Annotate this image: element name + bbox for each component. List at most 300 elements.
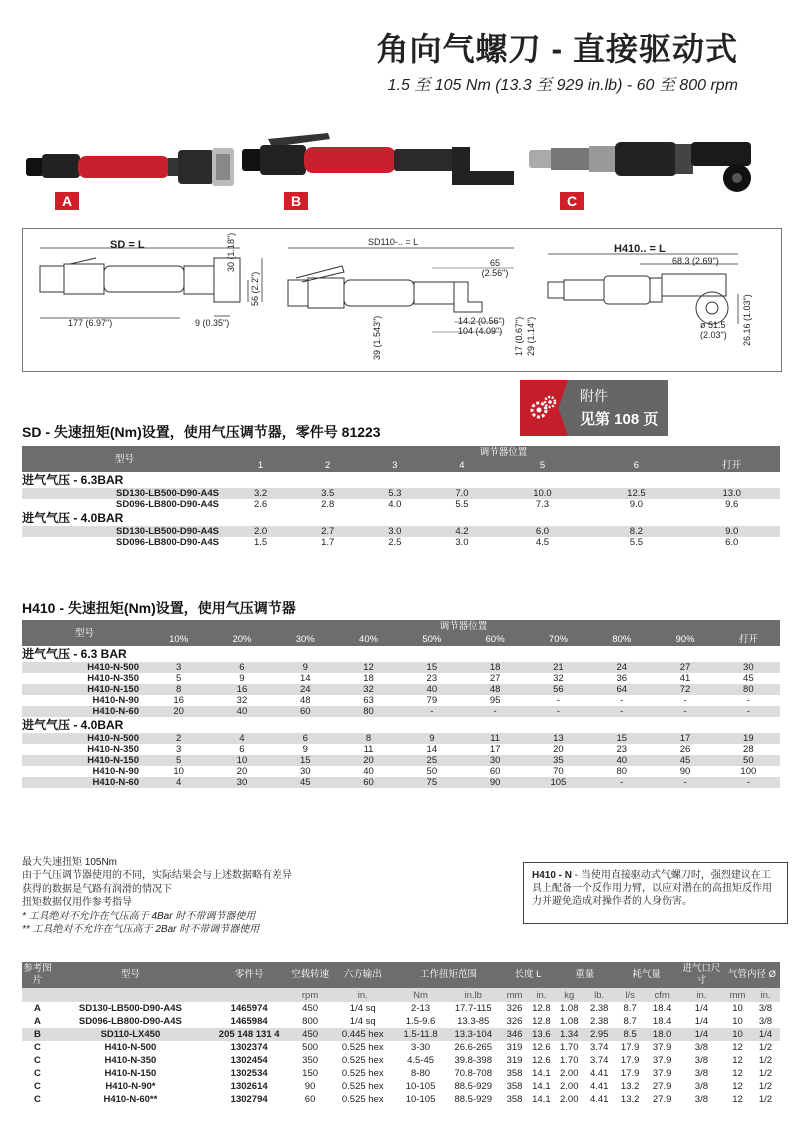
pressure-group-row [22, 646, 780, 662]
sd110-dim-39: 39 (1.543") [372, 315, 382, 360]
spec-header-cell: 六方输出 [330, 962, 396, 988]
torque-value-cell: - [590, 777, 653, 788]
note-warning-line: * 工具绝对不允许在气压高于 4Bar 时不带调节器使用 [22, 910, 256, 922]
torque-value-cell: 9.0 [683, 526, 780, 537]
torque-value-cell: 5.3 [361, 488, 428, 499]
spec-header-cell: 进气口尺寸 [679, 962, 724, 988]
position-header: 70% [527, 633, 590, 646]
spec-cell: 1/4 [679, 1028, 724, 1041]
torque-value-cell: 18 [363, 673, 374, 684]
position-header: 30% [274, 633, 337, 646]
h410-warning-box [523, 862, 788, 924]
note-line: 由于气压调节器使用的不同，实际结果会与上述数据略有差异 [22, 870, 292, 882]
torque-value-cell: 80 [717, 684, 780, 695]
torque-value-cell: 48 [299, 695, 311, 706]
accessory-label: 附件 [580, 388, 608, 404]
torque-value-cell: 5 [176, 673, 182, 684]
torque-value-cell: 24 [590, 662, 653, 673]
tool-a-badge: A [55, 192, 79, 210]
spec-header-cell: 型号 [53, 962, 208, 988]
spec-row [22, 1028, 780, 1041]
torque-value-cell: 45 [653, 755, 716, 766]
spec-cell: 14.1 [532, 1094, 551, 1105]
torque-value-cell: 15 [400, 662, 463, 673]
torque-value-cell: 50 [717, 755, 780, 766]
torque-value-cell: 72 [653, 684, 716, 695]
torque-value-cell: 100 [740, 766, 757, 777]
torque-value-cell: 20 [147, 706, 210, 717]
pressure-group-label: 进气气压 - 4.0BAR [22, 510, 780, 526]
spec-cell: 13.6 [528, 1028, 555, 1041]
spec-cell: 4.41 [589, 1094, 609, 1105]
torque-value-cell: - [683, 695, 687, 706]
spec-cell: 1.70 [560, 1042, 579, 1053]
spec-cell: 450 [290, 1028, 329, 1041]
pressure-group-row [22, 717, 780, 733]
spec-cell: 1/2 [758, 1081, 773, 1092]
spec-cell: C [34, 1068, 41, 1079]
spec-cell: 358 [506, 1094, 523, 1105]
spec-unit-cell: in. [679, 988, 724, 1002]
model-cell: H410-N-90 [92, 695, 139, 706]
torque-value-cell: 4.5 [535, 537, 550, 548]
pressure-group-row [22, 472, 780, 488]
spec-cell: 319 [506, 1042, 523, 1053]
torque-value-cell: 20 [337, 755, 400, 766]
torque-value-cell: 6 [274, 733, 337, 744]
torque-value-cell: 13 [527, 733, 590, 744]
spec-cell: 14.1 [532, 1081, 551, 1092]
torque-value-cell: 24 [274, 684, 337, 695]
torque-value-cell: 13.0 [683, 488, 780, 499]
accessory-callout[interactable] [520, 380, 668, 436]
position-header: 40% [337, 633, 400, 646]
spec-cell: 88.5-929 [454, 1081, 492, 1092]
tool-c-badge: C [560, 192, 584, 210]
notes-block [22, 856, 292, 936]
spec-table [22, 962, 780, 1106]
col-model-header: 型号 [22, 620, 147, 646]
torque-value-cell: 3.2 [227, 488, 294, 499]
torque-value-cell: 5.5 [629, 537, 644, 548]
spec-cell: 10-105 [405, 1081, 436, 1092]
table-row [22, 695, 780, 706]
spec-cell: 12 [732, 1042, 743, 1053]
gears-icon [528, 394, 558, 422]
torque-value-cell: 80 [337, 706, 400, 717]
pressure-group-label: 进气气压 - 4.0BAR [22, 717, 780, 733]
spec-cell: 2.38 [589, 1016, 609, 1027]
spec-cell: 3/8 [694, 1068, 708, 1079]
torque-value-cell: 17 [489, 744, 501, 755]
spec-cell: 17.7-115 [454, 1003, 492, 1014]
spec-cell: 12.6 [532, 1055, 551, 1066]
pressure-group-label: 进气气压 - 6.3BAR [22, 472, 780, 488]
spec-cell: 17.9 [620, 1042, 640, 1053]
torque-value-cell: 32 [236, 695, 248, 706]
torque-value-cell: 8 [337, 733, 400, 744]
spec-cell: 26.6-265 [454, 1042, 492, 1053]
spec-cell: 3.74 [589, 1042, 609, 1053]
torque-value-cell: 10 [173, 766, 184, 777]
spec-cell: 3/8 [694, 1081, 708, 1092]
h410-dim-diameter: ø 51.5 (2.03") [700, 320, 727, 340]
spec-cell: 358 [506, 1068, 523, 1079]
col-positions-header: 调节器位置 [147, 620, 780, 633]
torque-value-cell: 2.0 [227, 526, 294, 537]
torque-value-cell: 105 [527, 777, 590, 788]
torque-value-cell: 40 [590, 755, 653, 766]
model-cell: H410-N-350 [87, 673, 139, 684]
position-header: 打开 [717, 633, 780, 646]
model-cell: H410-N-150 [22, 684, 147, 695]
spec-header-cell: 耗气量 [615, 962, 679, 988]
model-cell: H410-N-350 [87, 744, 139, 755]
torque-value-cell: 64 [590, 684, 653, 695]
spec-header-row [22, 962, 780, 988]
spec-unit-cell: lb. [584, 988, 615, 1002]
position-header: 50% [400, 633, 463, 646]
torque-value-cell: 50 [426, 766, 438, 777]
position-header: 打开 [683, 459, 780, 472]
spec-cell: 0.525 hex [341, 1081, 384, 1092]
torque-value-cell: 25 [400, 755, 463, 766]
spec-cell: 2.95 [584, 1028, 615, 1041]
torque-value-cell: 3.0 [455, 537, 469, 548]
spec-cell: 0.525 hex [341, 1094, 384, 1105]
torque-value-cell: 63 [363, 695, 374, 706]
spec-row [22, 1093, 780, 1106]
spec-cell: 1/2 [758, 1042, 773, 1053]
position-header: 10% [147, 633, 210, 646]
torque-value-cell: 30 [717, 662, 780, 673]
spec-cell: 12.8 [532, 1003, 551, 1014]
torque-value-cell: 9.6 [725, 499, 739, 510]
spec-cell: B [22, 1028, 53, 1041]
spec-cell: 10-105 [405, 1094, 436, 1105]
spec-row [22, 1054, 780, 1067]
spec-cell: 1/4 [694, 1016, 708, 1027]
spec-cell: 358 [506, 1081, 523, 1092]
spec-cell: 1465984 [230, 1016, 268, 1027]
position-header: 20% [210, 633, 273, 646]
table-header-row [22, 620, 780, 633]
sd110-length-label: SD110-.. = L [368, 237, 419, 247]
spec-cell: 3/8 [758, 1016, 773, 1027]
torque-value-cell: 40 [400, 684, 463, 695]
spec-cell: 1.34 [555, 1028, 584, 1041]
torque-value-cell: 5.5 [455, 499, 469, 510]
spec-cell: 3-30 [411, 1042, 431, 1053]
page-subtitle: 1.5 至 105 Nm (13.3 至 929 in.lb) - 60 至 800 rpm [387, 77, 738, 94]
spec-cell: 3/8 [758, 1003, 773, 1014]
torque-value-cell: 11 [463, 733, 526, 744]
torque-value-cell: 60 [489, 766, 501, 777]
torque-value-cell: - [620, 695, 624, 706]
torque-value-cell: 40 [210, 706, 273, 717]
torque-value-cell: 8.2 [589, 526, 683, 537]
torque-value-cell: 28 [743, 744, 754, 755]
table-row [22, 526, 780, 537]
spec-cell: 1/4 [751, 1028, 780, 1041]
spec-cell: 4.41 [589, 1068, 609, 1079]
torque-value-cell: 14 [299, 673, 311, 684]
spec-cell: 1.70 [560, 1055, 579, 1066]
spec-cell: 1/2 [758, 1068, 773, 1079]
spec-cell: 12 [732, 1081, 743, 1092]
torque-value-cell: 4.0 [388, 499, 402, 510]
table-row [22, 488, 780, 499]
torque-value-cell: - [463, 706, 526, 717]
torque-value-cell: 10 [210, 755, 273, 766]
torque-value-cell: 32 [553, 673, 564, 684]
warning-model: H410 - N [532, 870, 573, 881]
spec-cell: H410-N-90* [105, 1081, 156, 1092]
torque-value-cell: 45 [274, 777, 337, 788]
spec-header-cell: 气管内径 Ø [724, 962, 780, 988]
torque-value-cell: 15 [274, 755, 337, 766]
spec-row [22, 1041, 780, 1054]
model-cell: SD096-LB800-D90-A4S [116, 537, 219, 548]
col-model-header: 型号 [22, 446, 227, 472]
spec-cell: 13.2 [620, 1094, 640, 1105]
model-cell: SD096-LB800-D90-A4S [116, 499, 219, 510]
spec-cell: 150 [302, 1068, 319, 1079]
torque-value-cell: - [717, 777, 780, 788]
torque-value-cell: - [527, 706, 590, 717]
spec-cell: H410-N-500 [104, 1042, 157, 1053]
torque-value-cell: 27 [489, 673, 501, 684]
spec-cell: 326 [506, 1003, 523, 1014]
spec-cell: 205 148 131 4 [208, 1028, 291, 1041]
table-row [22, 766, 780, 777]
spec-cell: 1302534 [230, 1068, 268, 1079]
sd110-dim-65: 65 (2.56") [481, 258, 509, 278]
torque-value-cell: 60 [274, 706, 337, 717]
torque-value-cell: 70 [553, 766, 564, 777]
sd110-dimension-drawing [282, 236, 522, 356]
spec-cell: SD096-LB800-D90-A4S [78, 1016, 182, 1027]
spec-cell: H410-N-60** [103, 1094, 158, 1105]
spec-cell: 18.4 [652, 1003, 672, 1014]
position-header: 4 [428, 459, 495, 472]
spec-cell: 14.1 [532, 1068, 551, 1079]
spec-header-cell: 工作扭矩范围 [396, 962, 501, 988]
table-row [22, 537, 780, 548]
spec-cell: 1302454 [230, 1055, 268, 1066]
table-header-row [22, 446, 780, 459]
spec-cell: 1/4 sq [349, 1003, 376, 1014]
spec-unit-cell: in. [528, 988, 555, 1002]
torque-value-cell: - [653, 777, 716, 788]
torque-value-cell: 6 [239, 744, 245, 755]
torque-value-cell: 9 [239, 673, 245, 684]
spec-cell: C [34, 1081, 41, 1092]
spec-row [22, 1002, 780, 1015]
spec-header-cell: 空载转速 [290, 962, 329, 988]
pressure-group-label: 进气气压 - 6.3 BAR [22, 646, 780, 662]
spec-unit-cell: in.lb [445, 988, 501, 1002]
position-header: 1 [227, 459, 294, 472]
spec-unit-cell: mm [724, 988, 751, 1002]
spec-cell: 2.00 [560, 1094, 579, 1105]
warning-text: - 当使用直接驱动式气螺刀时，强烈建议在工具上配备一个反作用力臂，以应对潜在的高扭矩反作用力并避免造成对操作者的人身伤害。 [532, 870, 772, 907]
spec-cell: 0.525 hex [341, 1055, 384, 1066]
spec-cell: 13.2 [620, 1081, 640, 1092]
torque-value-cell: 9.0 [629, 499, 644, 510]
torque-value-cell: 4 [210, 733, 273, 744]
spec-unit-cell: mm [501, 988, 528, 1002]
spec-cell: 1/4 [694, 1003, 708, 1014]
torque-value-cell: 36 [616, 673, 628, 684]
torque-value-cell: - [590, 706, 653, 717]
note-warning-line: ** 工具绝对不允许在气压高于 2Bar 时不带调节器使用 [22, 924, 260, 936]
note-line: 获得的数据是气路有润滑的情况下 [22, 883, 172, 895]
h410-torque-table [22, 620, 780, 788]
position-header: 3 [361, 459, 428, 472]
torque-value-cell: 10.0 [496, 488, 590, 499]
spec-cell: 1.08 [560, 1003, 579, 1014]
spec-cell: 450 [302, 1003, 319, 1014]
torque-value-cell: 7.0 [428, 488, 495, 499]
table-row [22, 662, 780, 673]
spec-cell: 90 [304, 1081, 316, 1092]
torque-value-cell: 12.5 [589, 488, 683, 499]
model-cell: H410-N-60 [22, 777, 147, 788]
spec-cell: 10 [724, 1028, 751, 1041]
spec-cell: 17.9 [620, 1055, 640, 1066]
torque-value-cell: 90 [463, 777, 526, 788]
torque-value-cell: 19 [717, 733, 780, 744]
spec-unit-cell: kg [555, 988, 584, 1002]
spec-cell: 8-80 [411, 1068, 431, 1079]
tool-b-image [238, 125, 518, 195]
torque-value-cell: 2.8 [321, 499, 335, 510]
spec-cell: 1/2 [758, 1055, 773, 1066]
spec-cell: 2-13 [411, 1003, 431, 1014]
spec-unit-cell: cfm [646, 988, 679, 1002]
tool-a-image [22, 140, 252, 200]
note-line: 扭矩数据仅用作参考指导 [22, 897, 132, 909]
spec-cell: A [34, 1003, 41, 1014]
torque-value-cell: 30 [299, 766, 311, 777]
model-cell: H410-N-500 [22, 662, 147, 673]
position-header: 5 [496, 459, 590, 472]
spec-cell: C [34, 1042, 41, 1053]
torque-value-cell: 11 [363, 744, 374, 755]
torque-value-cell: 5 [147, 755, 210, 766]
spec-cell: 10 [732, 1016, 743, 1027]
sd-length-label: SD = L [110, 239, 145, 251]
spec-cell: C [34, 1055, 41, 1066]
tool-b-badge: B [284, 192, 308, 210]
page-title: 角向气螺刀 - 直接驱动式 [376, 31, 738, 67]
spec-unit-cell [208, 988, 291, 1002]
spec-cell: 8.7 [623, 1016, 637, 1027]
torque-value-cell: 35 [527, 755, 590, 766]
spec-header-cell: 零件号 [208, 962, 291, 988]
torque-value-cell: 30 [463, 755, 526, 766]
model-cell: SD130-LB500-D90-A4S [22, 526, 227, 537]
spec-unit-cell: Nm [396, 988, 446, 1002]
spec-cell: 1302374 [230, 1042, 268, 1053]
torque-value-cell: 21 [527, 662, 590, 673]
torque-value-cell: 23 [426, 673, 438, 684]
torque-value-cell: 3 [147, 662, 210, 673]
spec-cell: 88.5-929 [454, 1094, 492, 1105]
spec-unit-cell: in. [330, 988, 396, 1002]
torque-value-cell: 23 [616, 744, 628, 755]
sd110-dim-29: 29 (1.14") [526, 316, 536, 356]
torque-value-cell: 16 [210, 684, 273, 695]
spec-cell: 0.525 hex [341, 1042, 384, 1053]
spec-cell: 3/8 [694, 1055, 708, 1066]
table-row [22, 733, 780, 744]
spec-cell: 12 [732, 1068, 743, 1079]
spec-cell: 1302614 [230, 1081, 268, 1092]
spec-cell: 27.9 [652, 1081, 672, 1092]
spec-cell: 1.08 [560, 1016, 579, 1027]
torque-value-cell: - [746, 695, 750, 706]
torque-value-cell: - [556, 695, 561, 706]
torque-value-cell: - [653, 706, 716, 717]
spec-cell: C [34, 1094, 41, 1105]
torque-value-cell: 40 [363, 766, 374, 777]
spec-cell: 10 [732, 1003, 743, 1014]
spec-cell: 12.6 [532, 1042, 551, 1053]
table-row [22, 744, 780, 755]
torque-value-cell: 80 [616, 766, 628, 777]
torque-value-cell: 2.7 [294, 526, 361, 537]
spec-cell: 17.9 [620, 1068, 640, 1079]
torque-value-cell: 16 [173, 695, 184, 706]
spec-cell: 346 [501, 1028, 528, 1041]
spec-row [22, 1067, 780, 1080]
torque-value-cell: 1.7 [321, 537, 335, 548]
spec-cell: 4.5-45 [407, 1055, 435, 1066]
torque-value-cell: 90 [679, 766, 691, 777]
position-header: 6 [589, 459, 683, 472]
table-row [22, 673, 780, 684]
torque-value-cell: 6.0 [725, 537, 739, 548]
torque-value-cell: 3.5 [294, 488, 361, 499]
spec-cell: 12 [732, 1094, 743, 1105]
spec-cell: 3.74 [589, 1055, 609, 1066]
h410-length-label: H410.. = L [614, 243, 666, 255]
position-header: 90% [653, 633, 716, 646]
spec-cell: 1/4 sq [349, 1016, 376, 1027]
torque-value-cell: 3 [176, 744, 182, 755]
spec-cell: 37.9 [652, 1068, 672, 1079]
spec-cell: 37.9 [652, 1042, 672, 1053]
spec-cell: 18.4 [652, 1016, 672, 1027]
spec-cell: SD130-LB500-D90-A4S [78, 1003, 182, 1014]
accessory-page-link[interactable]: 见第 108 页 [580, 411, 659, 428]
h410-dim-68: 68.3 (2.69") [672, 256, 719, 266]
position-header: 60% [463, 633, 526, 646]
spec-cell: 3/8 [694, 1094, 708, 1105]
spec-cell: H410-N-150 [104, 1068, 157, 1079]
spec-cell: 0.445 hex [330, 1028, 396, 1041]
spec-cell: 8.5 [615, 1028, 646, 1041]
position-header: 2 [294, 459, 361, 472]
table-row [22, 684, 780, 695]
spec-cell: A [34, 1016, 41, 1027]
spec-row [22, 1080, 780, 1093]
torque-value-cell: 95 [489, 695, 501, 706]
torque-value-cell: 27 [653, 662, 716, 673]
torque-value-cell: 12 [337, 662, 400, 673]
